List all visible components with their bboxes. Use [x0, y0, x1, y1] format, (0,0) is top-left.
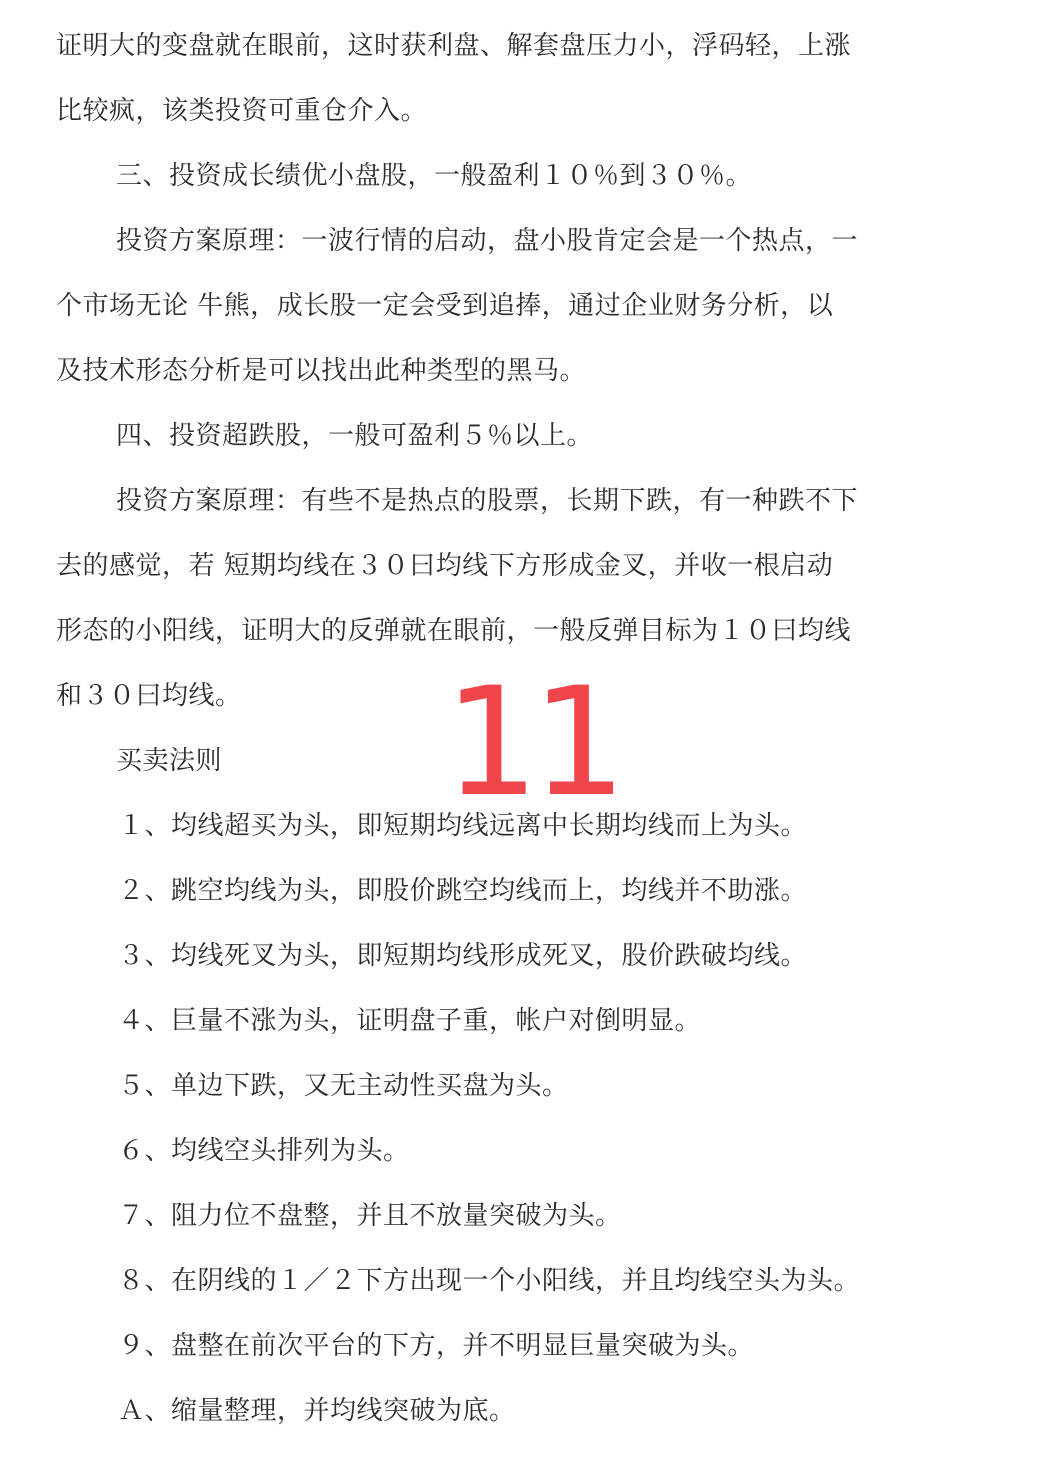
text-line: 证明大的变盘就在眼前，这时获利盘、解套盘压力小，浮码轻，上涨	[56, 31, 852, 61]
text-line: 及技术形态分析是可以找出此种类型的黑马。	[56, 356, 587, 386]
list-item: ８、在阴线的１／２下方出现一个小阳线，并且均线空头为头。	[118, 1266, 861, 1296]
section-heading: 四、投资超跌股，一般可盈利５％以上。	[116, 421, 594, 451]
text-line: 投资方案原理：一波行情的启动，盘小股肯定会是一个热点，一	[116, 226, 859, 256]
list-item: ６、均线空头排列为头。	[118, 1136, 410, 1166]
list-item: ７、阻力位不盘整，并且不放量突破为头。	[118, 1201, 622, 1231]
text-line: 去的感觉，若 短期均线在３０曰均线下方形成金叉，并收一根启动	[56, 551, 834, 581]
list-item: Ａ、缩量整理，并均线突破为底。	[118, 1396, 516, 1426]
list-item: ２、跳空均线为头，即股价跳空均线而上，均线并不助涨。	[118, 876, 808, 906]
text-line: 投资方案原理：有些不是热点的股票，长期下跌，有一种跌不下	[116, 486, 859, 516]
list-item: ３、均线死叉为头，即短期均线形成死叉，股价跌破均线。	[118, 941, 808, 971]
text-line: 个市场无论 牛熊，成长股一定会受到追捧，通过企业财务分析，以	[56, 291, 834, 321]
list-item: ５、单边下跌，又无主动性买盘为头。	[118, 1071, 569, 1101]
text-line: 比较疯，该类投资可重仓介入。	[56, 96, 428, 126]
section-heading: 买卖法则	[116, 746, 223, 776]
list-item: １、均线超买为头，即短期均线远离中长期均线而上为头。	[118, 811, 808, 841]
text-line: 形态的小阳线，证明大的反弹就在眼前，一般反弹目标为１０曰均线	[56, 616, 852, 646]
page-number-overlay: 11	[444, 656, 619, 830]
list-item: ９、盘整在前次平台的下方，并不明显巨量突破为头。	[118, 1331, 755, 1361]
list-item: ４、巨量不涨为头，证明盘子重，帐户对倒明显。	[118, 1006, 702, 1036]
text-line: 和３０曰均线。	[56, 681, 242, 711]
section-heading: 三、投资成长绩优小盘股，一般盈利１０％到３０％。	[116, 161, 753, 191]
